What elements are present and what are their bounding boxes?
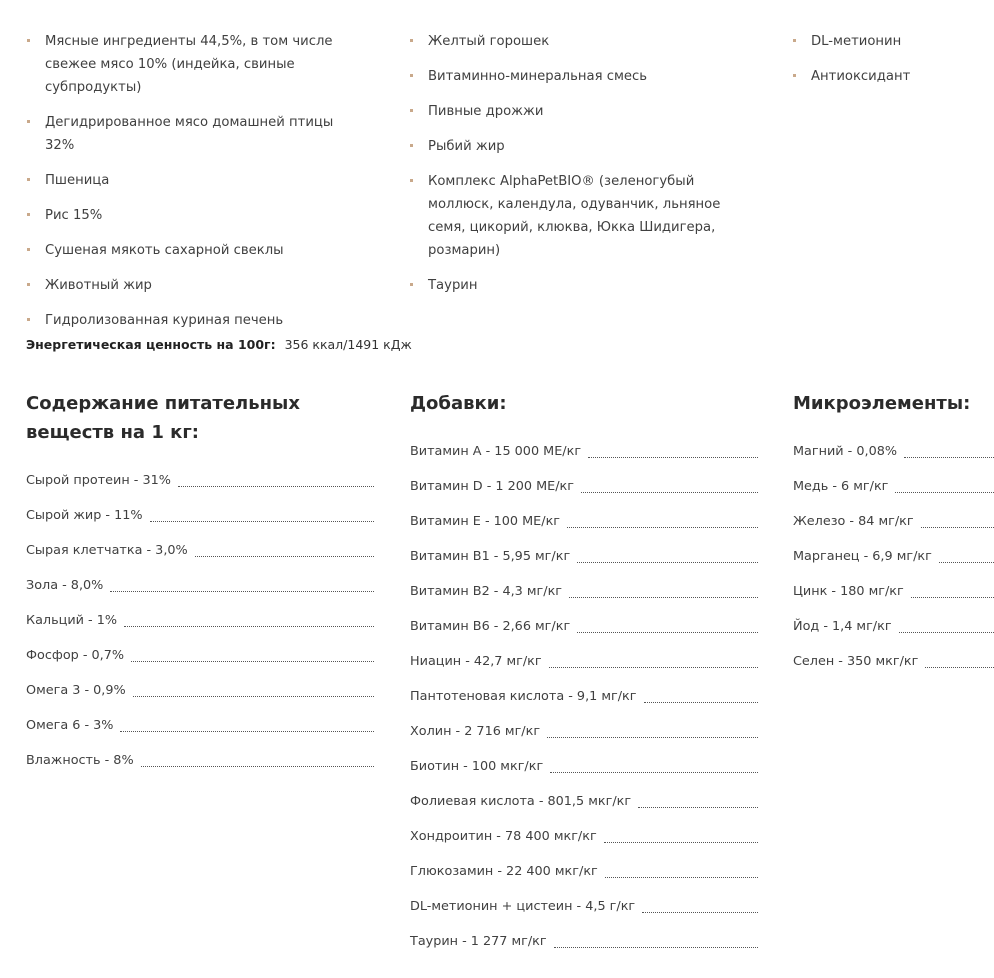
ingredient-item [409, 170, 729, 262]
ingredient-text: Рыбий жир [428, 139, 505, 154]
dotted-leader-line [899, 632, 994, 633]
bullet-square-icon [793, 39, 796, 42]
bullet-square-icon [27, 213, 30, 216]
dotted-leader-line [925, 667, 994, 668]
additive-row [410, 611, 758, 646]
additive-row-label: DL-метионин + цистеин - 4,5 г/кг [410, 899, 636, 914]
ingredient-item [409, 100, 729, 123]
additive-row-label: Хондроитин - 78 400 мкг/кг [410, 829, 597, 844]
ingredient-text: Животный жир [45, 278, 152, 293]
nutrient-row [26, 500, 374, 535]
ingredient-item [409, 274, 729, 297]
additive-row-label: Пантотеновая кислота - 9,1 мг/кг [410, 689, 637, 704]
additive-row [410, 821, 758, 856]
nutrient-row-label: Сырой протеин - 31% [26, 473, 171, 488]
additive-row [410, 646, 758, 681]
ingredient-text: Дегидрированное мясо домашней птицы 32% [45, 115, 334, 153]
additive-row-label: Витамин В1 - 5,95 мг/кг [410, 549, 571, 564]
ingredient-item [409, 65, 729, 88]
microelement-row-label: Селен - 350 мкг/кг [793, 654, 919, 669]
microelement-row-label: Железо - 84 мг/кг [793, 514, 914, 529]
nutrient-row [26, 710, 374, 745]
additive-row [410, 541, 758, 576]
ingredient-text: Пивные дрожжи [428, 104, 544, 119]
dotted-leader-line [577, 562, 758, 563]
bullet-square-icon [27, 178, 30, 181]
ingredient-text: Сушеная мякоть сахарной свеклы [45, 243, 284, 258]
additive-row [410, 891, 758, 926]
ingredient-item [792, 30, 992, 53]
nutrient-row [26, 745, 374, 780]
nutrient-row-label: Кальций - 1% [26, 613, 118, 628]
additive-row [410, 436, 758, 471]
bullet-square-icon [793, 74, 796, 77]
additive-row-label: Фолиевая кислота - 801,5 мкг/кг [410, 794, 632, 809]
microelement-row-label: Йод - 1,4 мг/кг [793, 619, 892, 634]
additives-list [410, 436, 758, 961]
ingredient-item [409, 135, 729, 158]
ingredient-item [26, 274, 366, 297]
ingredient-text: Мясные ингредиенты 44,5%, в том числе свежее мясо 10% (индейка, свиные субпродукты) [45, 34, 333, 95]
ingredient-text: Пшеница [45, 173, 110, 188]
dotted-leader-line [577, 632, 758, 633]
dotted-leader-line [939, 562, 994, 563]
energy-label: Энергетическая ценность на 100г: [26, 337, 276, 352]
ingredient-text: Рис 15% [45, 208, 103, 223]
dotted-leader-line [141, 766, 374, 767]
bullet-square-icon [410, 74, 413, 77]
dotted-leader-line [605, 877, 758, 878]
dotted-leader-line [124, 626, 374, 627]
dotted-leader-line [195, 556, 374, 557]
ingredients-column-3 [792, 30, 992, 100]
additive-row-label: Глюкозамин - 22 400 мкг/кг [410, 864, 598, 879]
ingredient-item [26, 111, 366, 157]
additive-row [410, 856, 758, 891]
nutrient-row [26, 640, 374, 675]
additive-row [410, 471, 758, 506]
dotted-leader-line [895, 492, 994, 493]
bullet-square-icon [410, 179, 413, 182]
additive-row-label: Витамин А - 15 000 МЕ/кг [410, 444, 582, 459]
bullet-square-icon [27, 39, 30, 42]
dotted-leader-line [604, 842, 758, 843]
additive-row [410, 751, 758, 786]
ingredient-item [26, 309, 366, 332]
nutrient-row [26, 535, 374, 570]
dotted-leader-line [120, 731, 374, 732]
ingredient-text: Антиоксидант [811, 69, 911, 84]
dotted-leader-line [911, 597, 994, 598]
dotted-leader-line [547, 737, 758, 738]
microelement-row-label: Медь - 6 мг/кг [793, 479, 889, 494]
additive-row [410, 786, 758, 821]
microelement-row [793, 436, 994, 471]
additives-section [410, 389, 758, 961]
dotted-leader-line [150, 521, 374, 522]
additives-title: Добавки: [410, 393, 507, 414]
bullet-square-icon [410, 39, 413, 42]
nutrient-row-label: Сырая клетчатка - 3,0% [26, 543, 188, 558]
additive-row [410, 681, 758, 716]
ingredient-text: Гидролизованная куриная печень [45, 313, 284, 328]
additive-row-label: Холин - 2 716 мг/кг [410, 724, 541, 739]
additive-row-label: Витамин Е - 100 МЕ/кг [410, 514, 561, 529]
ingredient-item [26, 239, 366, 262]
ingredient-item [26, 204, 366, 227]
dotted-leader-line [569, 597, 758, 598]
nutrient-row [26, 570, 374, 605]
dotted-leader-line [644, 702, 759, 703]
ingredient-item [26, 169, 366, 192]
bullet-square-icon [27, 283, 30, 286]
ingredient-text: Комплекс AlphaPetBIO® (зеленогубый моллюск, календула, одуванчик, льняное семя, цикорий, клюква, Юкка Шидигера, розмарин) [428, 174, 721, 258]
microelement-row-label: Марганец - 6,9 мг/кг [793, 549, 932, 564]
additive-row [410, 576, 758, 611]
dotted-leader-line [110, 591, 374, 592]
dotted-leader-line [554, 947, 758, 948]
ingredient-text: Таурин [428, 278, 478, 293]
ingredient-item [26, 30, 366, 99]
bullet-square-icon [27, 120, 30, 123]
ingredient-item [409, 30, 729, 53]
dotted-leader-line [133, 696, 374, 697]
additive-row [410, 716, 758, 751]
microelement-row [793, 471, 994, 506]
nutrient-row [26, 465, 374, 500]
nutrient-row-label: Зола - 8,0% [26, 578, 104, 593]
ingredient-text: DL-метионин [811, 34, 902, 49]
microelement-row [793, 611, 994, 646]
ingredient-item [792, 65, 992, 88]
nutrients-list [26, 465, 374, 780]
nutrient-row-label: Омега 3 - 0,9% [26, 683, 126, 698]
nutrient-row-label: Фосфор - 0,7% [26, 648, 125, 663]
microelements-title: Микроэлементы: [793, 393, 971, 414]
additive-row-label: Витамин В6 - 2,66 мг/кг [410, 619, 571, 634]
microelement-row-label: Цинк - 180 мг/кг [793, 584, 904, 599]
nutrient-row-label: Влажность - 8% [26, 753, 134, 768]
dotted-leader-line [581, 492, 758, 493]
bullet-square-icon [410, 283, 413, 286]
nutrient-row [26, 605, 374, 640]
nutrient-row-label: Сырой жир - 11% [26, 508, 143, 523]
ingredients-column-2 [409, 30, 729, 309]
bullet-square-icon [27, 248, 30, 251]
microelement-row [793, 576, 994, 611]
additive-row-label: Таурин - 1 277 мг/кг [410, 934, 547, 949]
dotted-leader-line [921, 527, 994, 528]
microelement-row [793, 506, 994, 541]
microelements-section [793, 389, 994, 681]
ingredient-text: Витаминно-минеральная смесь [428, 69, 648, 84]
energy-value [26, 336, 412, 354]
additive-row-label: Витамин D - 1 200 МЕ/кг [410, 479, 574, 494]
bullet-square-icon [27, 318, 30, 321]
additive-row-label: Ниацин - 42,7 мг/кг [410, 654, 542, 669]
dotted-leader-line [178, 486, 374, 487]
microelements-list [793, 436, 994, 681]
dotted-leader-line [588, 457, 758, 458]
ingredients-column-1 [26, 30, 366, 344]
dotted-leader-line [904, 457, 994, 458]
bullet-square-icon [410, 109, 413, 112]
energy-amount: 356 ккал/1491 кДж [284, 337, 412, 352]
nutrients-title: Содержание питательных веществ на 1 кг: [26, 393, 300, 443]
microelement-row [793, 646, 994, 681]
bullet-square-icon [410, 144, 413, 147]
additive-row-label: Биотин - 100 мкг/кг [410, 759, 544, 774]
dotted-leader-line [638, 807, 758, 808]
nutrients-section [26, 389, 374, 780]
microelement-row [793, 541, 994, 576]
dotted-leader-line [549, 667, 758, 668]
dotted-leader-line [131, 661, 374, 662]
additive-row-label: Витамин В2 - 4,3 мг/кг [410, 584, 563, 599]
dotted-leader-line [642, 912, 758, 913]
additive-row [410, 506, 758, 541]
ingredient-text: Желтый горошек [428, 34, 550, 49]
dotted-leader-line [567, 527, 758, 528]
dotted-leader-line [550, 772, 758, 773]
microelement-row-label: Магний - 0,08% [793, 444, 898, 459]
additive-row [410, 926, 758, 961]
nutrient-row [26, 675, 374, 710]
nutrient-row-label: Омега 6 - 3% [26, 718, 114, 733]
